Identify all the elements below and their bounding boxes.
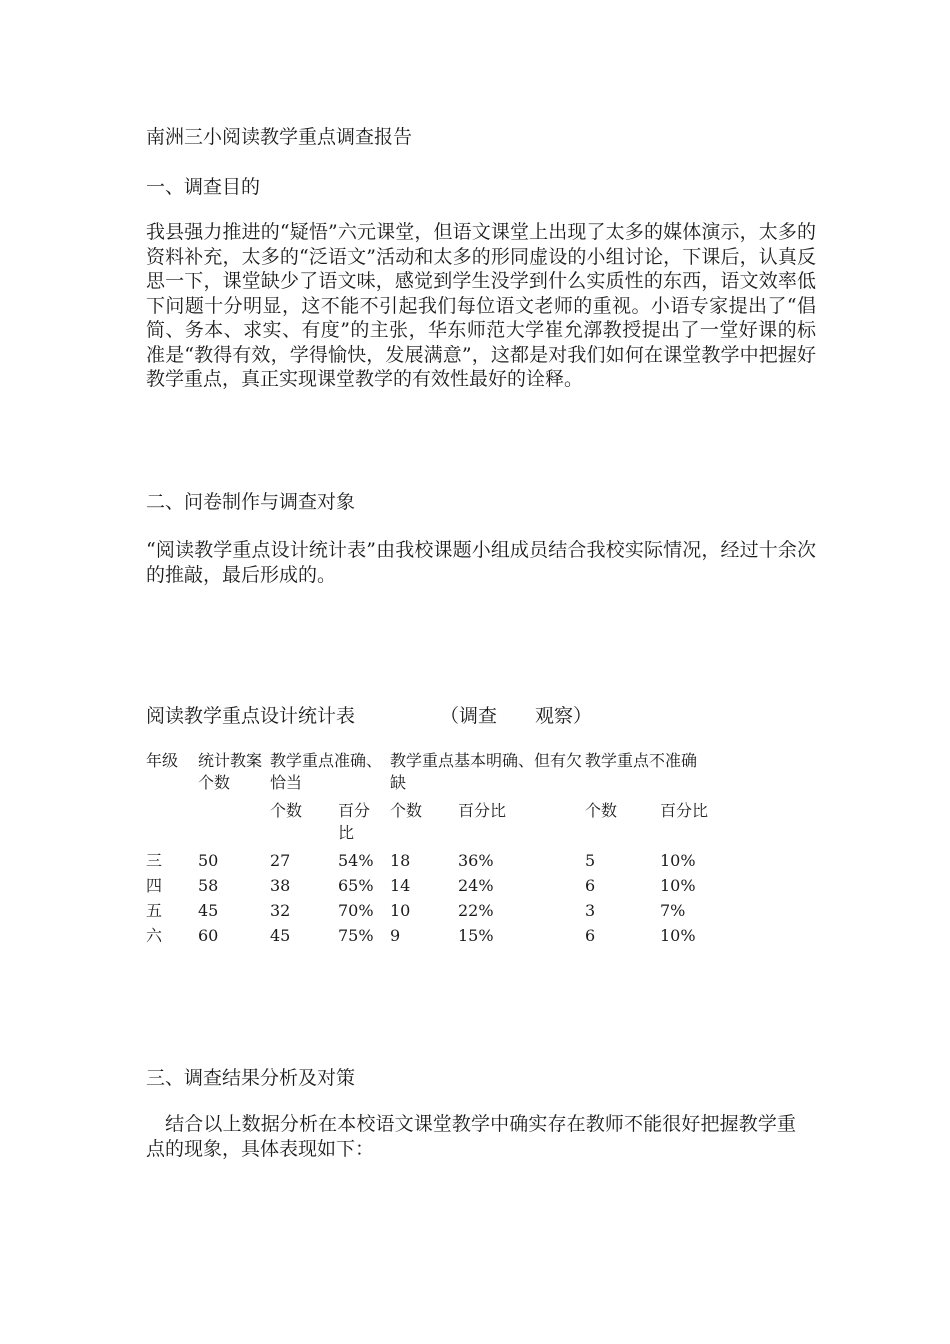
cell-a-pct: 65% <box>338 876 374 895</box>
section1-paragraph: 我县强力推进的“疑悟”六元课堂，但语文课堂上出现了太多的媒体演示，太多的资料补充，太多的“泛语文”活动和太多的形同虚设的小组讨论，下课后，认真反思一下，课堂缺少了语文味，感觉到学生没学到什么实质性的东西，语文效率低下问题十分明显，这不能不引起我们每位语文老师的重视。小语专家提出了“倡简、务本、求实、有度”的主张，华东师范大学崔允漷教授提出了一堂好课的标准是“教得有效，学得愉快，发展满意”，这都是对我们如何在课堂教学中把握好教学重点，真正实现课堂教学的有效性最好的诠释。 <box>146 221 816 390</box>
cell-a-count: 38 <box>270 876 291 895</box>
section3-paragraph: 结合以上数据分析在本校语文课堂教学中确实存在教师不能很好把握教学重点的现象，具体表现如下： <box>146 1113 796 1160</box>
table-caption: 阅读教学重点设计统计表 <box>146 705 356 727</box>
header-grade: 年级 <box>146 751 179 770</box>
section2-paragraph: “阅读教学重点设计统计表”由我校课题小组成员结合我校实际情况，经过十余次的推敲，最后形成的。 <box>146 539 816 586</box>
subheader-count-a: 个数 <box>270 801 303 820</box>
cell-a-count: 45 <box>270 926 291 945</box>
cell-b-count: 10 <box>390 901 411 920</box>
cell-grade: 五 <box>146 901 163 920</box>
cell-b-count: 9 <box>390 926 401 945</box>
subheader-count-c: 个数 <box>585 801 618 820</box>
cell-grade: 三 <box>146 851 163 870</box>
cell-b-count: 18 <box>390 851 411 870</box>
cell-c-count: 6 <box>585 876 596 895</box>
subheader-percent-a: 百分比 <box>338 801 371 842</box>
section3-heading: 三、调查结果分析及对策 <box>146 1067 356 1089</box>
cell-plans: 60 <box>198 926 219 945</box>
section2-heading: 二、问卷制作与调查对象 <box>146 491 356 513</box>
cell-grade: 四 <box>146 876 163 895</box>
cell-a-pct: 75% <box>338 926 374 945</box>
cell-c-count: 6 <box>585 926 596 945</box>
subheader-count-b: 个数 <box>390 801 423 820</box>
cell-c-pct: 10% <box>660 851 696 870</box>
subheader-percent-b: 百分比 <box>458 801 507 820</box>
cell-b-pct: 15% <box>458 926 494 945</box>
cell-plans: 45 <box>198 901 219 920</box>
cell-a-pct: 54% <box>338 851 374 870</box>
cell-plans: 50 <box>198 851 219 870</box>
cell-a-count: 27 <box>270 851 291 870</box>
cell-c-count: 5 <box>585 851 596 870</box>
cell-b-pct: 22% <box>458 901 494 920</box>
cell-grade: 六 <box>146 926 163 945</box>
header-plans: 统计教案个数 <box>198 751 263 792</box>
cell-a-pct: 70% <box>338 901 374 920</box>
section1-heading: 一、调查目的 <box>146 176 261 198</box>
cell-b-pct: 36% <box>458 851 494 870</box>
header-partial: 教学重点基本明确、但有欠缺 <box>390 751 583 792</box>
cell-b-count: 14 <box>390 876 411 895</box>
cell-a-count: 32 <box>270 901 291 920</box>
header-accurate: 教学重点准确、恰当 <box>270 751 383 792</box>
cell-c-pct: 10% <box>660 876 696 895</box>
cell-b-pct: 24% <box>458 876 494 895</box>
cell-c-pct: 7% <box>660 901 686 920</box>
cell-c-pct: 10% <box>660 926 696 945</box>
table-caption-note: （调查 观察） <box>440 705 593 727</box>
cell-plans: 58 <box>198 876 219 895</box>
subheader-percent-c: 百分比 <box>660 801 709 820</box>
report-title: 南洲三小阅读教学重点调查报告 <box>146 126 413 148</box>
header-inaccurate: 教学重点不准确 <box>585 751 698 770</box>
cell-c-count: 3 <box>585 901 596 920</box>
